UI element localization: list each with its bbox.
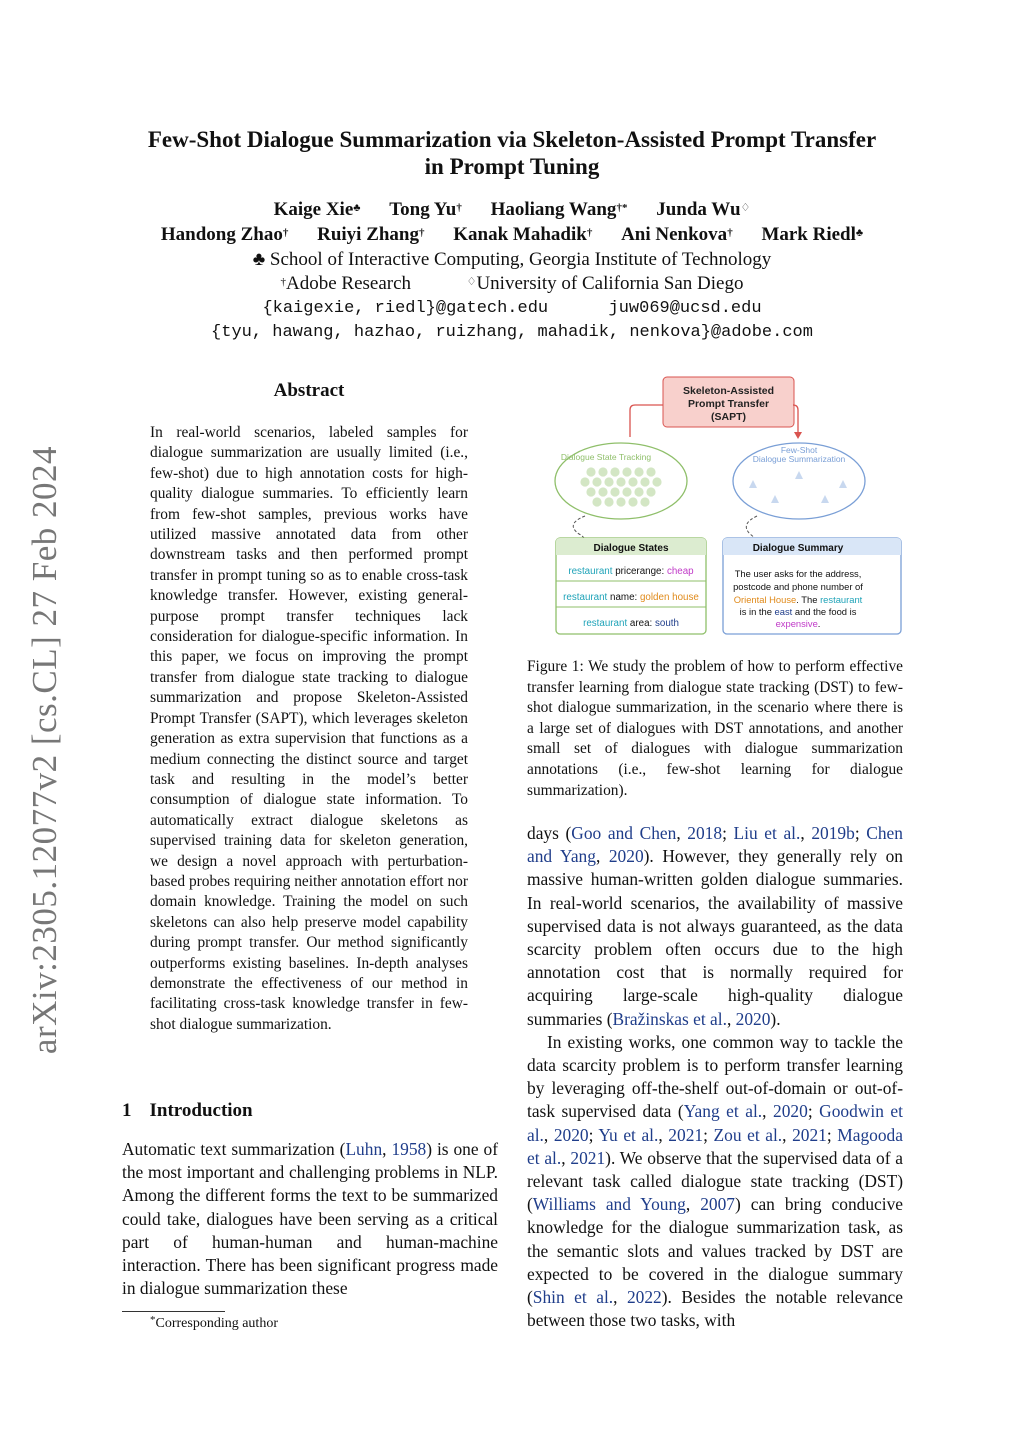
data-dot: [592, 477, 601, 486]
citation-link[interactable]: 2021: [792, 1124, 827, 1145]
data-dot: [634, 487, 643, 496]
data-dot: [586, 467, 595, 476]
intro-paragraph: Automatic text summarization (Luhn, 1958) is one of the most important and challenging problems in NLP. Among the different forms the text to be summarized could take, dialogues have been serving as a critical part of human-human and human-machine interaction. There has been significant progress made in dialogue summarization these: [122, 1139, 499, 1299]
footnote: *Corresponding author: [150, 1314, 278, 1331]
data-dot: [604, 497, 613, 506]
author-row-2: [100, 223, 924, 247]
data-dot: [598, 467, 607, 476]
data-triangle: [749, 480, 757, 488]
summary-line-4: is in the east and the food is: [739, 606, 857, 617]
body-text: ,: [782, 1124, 793, 1145]
citation-link[interactable]: 2007: [700, 1194, 735, 1215]
body-text: ,: [685, 1194, 701, 1215]
body-text: ;: [807, 1101, 820, 1122]
data-triangle: [795, 471, 803, 479]
email-row-1: [100, 297, 924, 321]
title-line-1: Few-Shot Dialogue Summarization via Skeleton-Assisted Prompt Transfer: [147, 127, 877, 152]
summary-line-3: Oriental House. The restaurant: [733, 594, 863, 605]
author: Mark Riedl♣: [761, 224, 864, 245]
citation-link[interactable]: Yu et al.: [598, 1124, 659, 1145]
section-heading-introduction: 1 Introduction: [122, 1100, 253, 1121]
sapt-label-2: Prompt Transfer: [687, 398, 770, 410]
abstract-text: In real-world scenarios, labeled samples for dialogue summarization are usually limited (i.e., few-shot) due to high annotation costs for high-quality dialogue summaries. To efficiently learn from few-shot samples, previous works have utilized massive annotated data from other downstream tasks and then performed prompt transfer in prompt tuning so as to enable cross-task knowledge transfer. However, existing general-purpose prompt transfer techniques lack consideration for dialogue-specific information. In this paper, we focus on improving the prompt transfer from dialogue state tracking to dialogue summarization and propose Skeleton-Assisted Prompt Transfer (SAPT), which leverages skeleton generation as extra supervision that functions as a medium connecting the distinct source and target task and resulting in the model’s better consumption of dialogue state information. To automatically extract dialogue skeletons as supervised training data for skeleton generation, we design a novel approach with perturbation-based probes requiring neither annotation effort nor domain knowledge. Training the model on such skeletons can also help preserve model capability during prompt transfer. Our method significantly outperforms existing baselines. In-depth analyses demonstrate the effectiveness of our method in facilitating cross-task knowledge transfer in few-shot dialogue summarization.: [150, 424, 468, 1033]
author: Kanak Mahadik†: [453, 224, 593, 245]
affiliation-row: [100, 272, 924, 296]
data-dot: [640, 497, 649, 506]
body-text: ). However, they generally rely on massive human-written golden dialogue summaries. In real-world scenarios, the availability of massive supervised data is not always guaranteed, as the data scarcity problem often occurs due to the high annotation cost that is normally required for acquiring large-scale high-quality dialogue summaries (: [527, 846, 903, 1029]
state-row-1: restaurant pricerange: cheap: [568, 566, 694, 577]
data-dot: [610, 487, 619, 496]
data-dot: [646, 467, 655, 476]
summary-line-5: expensive.: [775, 618, 821, 629]
figure-caption: Figure 1: We study the problem of how to perform effective transfer learning from dialogue state tracking (DST) to few-shot dialogue summarization, in the scenario where there is a large set of dialogues with DST annotations, and another small set of dialogues with dialogue summarization annotations (i.e., few-shot learning for dialogue summarization).: [527, 658, 903, 799]
data-dot: [622, 467, 631, 476]
paper-title: [100, 126, 924, 180]
email-ucsd: juw069@ucsd.edu: [608, 299, 762, 318]
body-text: ;: [722, 823, 734, 843]
citation-link[interactable]: 1958: [391, 1139, 427, 1159]
citation-link[interactable]: Magooda et al.: [527, 1124, 903, 1168]
data-triangle: [771, 495, 779, 503]
author: Ani Nenkova†: [621, 224, 733, 245]
data-dot: [646, 487, 655, 496]
data-dot: [616, 497, 625, 506]
citation-link[interactable]: 2020: [735, 1008, 771, 1029]
author-row-1: [100, 198, 924, 222]
body-text: In existing works, one common way to tackle the data scarcity problem is to perform transfer learning by leveraging off-the-shelf out-of-domain or out-of-task supervised data (: [527, 1031, 903, 1122]
citation-link[interactable]: 2019b: [811, 823, 855, 843]
paragraph: [527, 1031, 903, 1333]
author: Tong Yu†: [389, 199, 462, 220]
citation-link[interactable]: Liu et al.: [733, 823, 801, 843]
citation-link[interactable]: 2022: [626, 1287, 662, 1308]
body-text: ,: [726, 1008, 736, 1029]
citation-link[interactable]: Shin et al.: [532, 1287, 614, 1308]
arxiv-stamp: arXiv:2305.12077v2 [cs.CL] 27 Feb 2024: [25, 445, 64, 1055]
citation-link[interactable]: Goodwin et al.: [527, 1101, 903, 1145]
data-dot: [628, 497, 637, 506]
body-text: ,: [595, 846, 609, 867]
citation-link[interactable]: Chen and Yang: [527, 823, 903, 867]
arrowhead-icon: [794, 432, 802, 439]
author: Ruiyi Zhang†: [317, 224, 425, 245]
author: Haoliang Wang†*: [490, 199, 628, 220]
body-text: ,: [658, 1124, 669, 1145]
citation-link[interactable]: Zou et al.: [713, 1124, 783, 1145]
abstract-heading: Abstract: [273, 380, 345, 401]
citation-link[interactable]: Yang et al.: [683, 1101, 763, 1122]
citation-link[interactable]: 2018: [687, 823, 723, 843]
summary-line-1: The user asks for the address,: [734, 568, 862, 579]
dst-data-dots: [580, 467, 661, 506]
dst-label: Dialogue State Tracking: [560, 452, 652, 462]
body-text: ;: [854, 823, 867, 843]
citation-link[interactable]: Williams and Young: [532, 1194, 686, 1215]
author: Junda Wu♢: [656, 199, 751, 220]
fewshot-label-1: Few-Shot: [780, 445, 818, 455]
state-row-2: restaurant name: golden house: [563, 592, 699, 603]
dialogue-summary-title: Dialogue Summary: [752, 543, 844, 554]
data-dot: [640, 477, 649, 486]
body-text: days (: [527, 823, 572, 843]
citation-link[interactable]: Goo and Chen: [571, 823, 677, 843]
data-dot: [586, 487, 595, 496]
footnote-rule: [122, 1311, 225, 1312]
data-dot: [628, 477, 637, 486]
author: Kaige Xie♣: [273, 199, 361, 220]
email-gatech: {kaigexie, riedl}@gatech.edu: [262, 299, 549, 318]
right-column-body: [527, 822, 903, 1332]
citation-link[interactable]: 2021: [668, 1124, 704, 1145]
data-dot: [652, 477, 661, 486]
body-text: ,: [676, 823, 688, 843]
data-dot: [616, 477, 625, 486]
citation-link[interactable]: 2021: [570, 1147, 606, 1168]
body-text: ;: [588, 1124, 599, 1145]
summary-line-2: postcode and phone number of: [733, 581, 863, 592]
author: Handong Zhao†: [160, 224, 289, 245]
sapt-label-3: (SAPT): [711, 411, 746, 423]
data-dot: [598, 487, 607, 496]
fewshot-data-triangles: [749, 471, 847, 503]
fewshot-label-2: Dialogue Summarization: [752, 454, 846, 464]
data-dot: [634, 467, 643, 476]
arrow-sapt-to-dst: [630, 405, 663, 437]
citation-link[interactable]: 2020: [553, 1124, 589, 1145]
paragraph: [527, 822, 903, 1031]
title-line-2: in Prompt Tuning: [424, 154, 600, 179]
data-dot: [592, 497, 601, 506]
data-triangle: [821, 495, 829, 503]
body-text: ,: [762, 1101, 774, 1122]
dialogue-states-title: Dialogue States: [593, 543, 669, 554]
body-text: ,: [800, 823, 812, 843]
dialogue-states-box: [556, 538, 706, 634]
citation-link[interactable]: 2020: [608, 846, 644, 867]
figure-1: [545, 374, 905, 639]
body-text: ,: [613, 1287, 627, 1308]
data-dot: [610, 467, 619, 476]
body-text: ,: [543, 1124, 554, 1145]
data-dot: [604, 477, 613, 486]
affiliation-ucsd: ♢University of California San Diego: [466, 273, 744, 294]
body-text: ) can bring conducive knowledge for the dialogue summarization task, as the semantic slots and values tracked by DST are expected to be covered in the dialogue summary (: [527, 1194, 903, 1308]
dialogue-summary-box: [723, 538, 901, 634]
affiliation-gatech: ♣ School of Interactive Computing, Georgia Institute of Technology: [252, 249, 772, 270]
data-dot: [622, 487, 631, 496]
body-text: ). Besides the notable relevance between those two tasks, with: [527, 1287, 903, 1331]
citation-link[interactable]: Luhn: [345, 1139, 383, 1159]
body-text: ,: [561, 1147, 571, 1168]
sapt-label-1: Skeleton-Assisted: [682, 385, 775, 397]
citation-link[interactable]: Bražinskas et al.: [612, 1008, 727, 1029]
data-dot: [580, 477, 589, 486]
state-row-3: restaurant area: south: [583, 618, 679, 629]
data-triangle: [839, 480, 847, 488]
body-text: ). We observe that the supervised data of a relevant task called dialogue state tracking (DST) (: [527, 1147, 903, 1215]
body-text: ;: [703, 1124, 714, 1145]
email-adobe: {tyu, hawang, hazhao, ruizhang, mahadik, nenkova}@adobe.com: [211, 323, 813, 342]
body-text: ).: [770, 1008, 781, 1029]
affiliation-adobe: †Adobe Research: [280, 273, 412, 294]
citation-link[interactable]: 2020: [773, 1101, 808, 1122]
body-text: ;: [826, 1124, 838, 1145]
